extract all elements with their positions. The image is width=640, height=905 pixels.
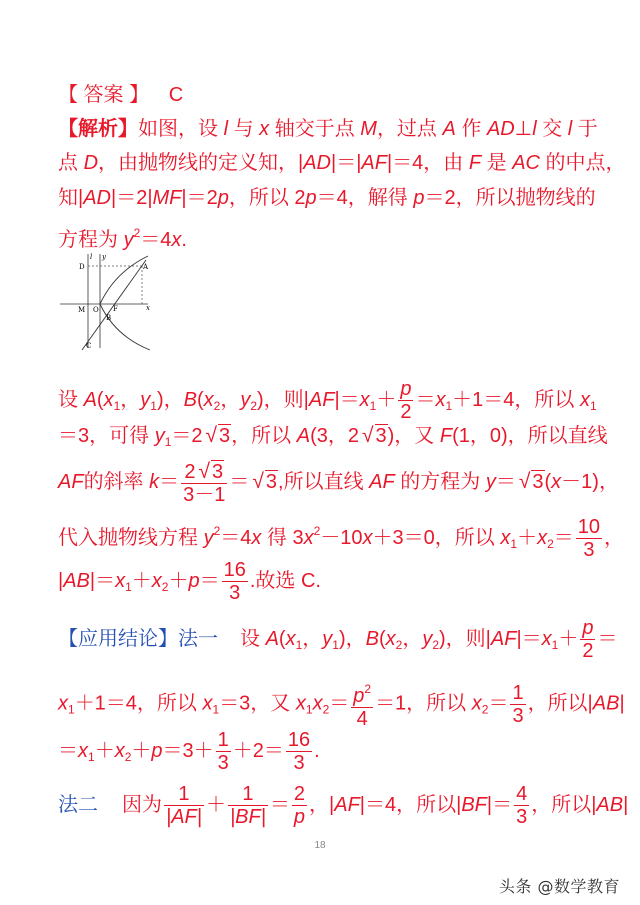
text: ＝ bbox=[58, 740, 78, 762]
denominator: 3 bbox=[583, 539, 595, 562]
subscript: 2 bbox=[432, 638, 440, 652]
text: 的斜率 bbox=[83, 471, 150, 493]
subscript: 1 bbox=[164, 435, 172, 449]
var-MF: MF bbox=[152, 187, 182, 209]
answer-label: 【 答案 】 bbox=[58, 84, 150, 106]
text: ＝ bbox=[159, 471, 180, 493]
var-AF: AF bbox=[361, 152, 387, 174]
var-k: k bbox=[149, 471, 160, 493]
text: |＝ bbox=[89, 570, 116, 592]
var-x: x bbox=[303, 527, 314, 549]
text: )， bbox=[156, 389, 184, 411]
var-AB: AB bbox=[63, 570, 90, 592]
label-B: B bbox=[106, 314, 112, 322]
var-AB: AB bbox=[592, 692, 620, 715]
sqrt-radicand: 3 bbox=[219, 425, 231, 447]
fraction-1-over-3 bbox=[510, 682, 525, 727]
text: |＝4，所以| bbox=[359, 794, 462, 816]
var-x: x bbox=[259, 118, 270, 140]
text: ＝ bbox=[269, 794, 290, 816]
fraction-16-over-3 bbox=[286, 729, 312, 774]
text: 设 bbox=[58, 389, 84, 411]
text: 交 bbox=[536, 118, 568, 140]
text: |＝| bbox=[331, 152, 362, 174]
analysis-label: 【解析】 bbox=[58, 118, 138, 140]
text: |＝2| bbox=[111, 187, 153, 209]
numerator: 1 bbox=[228, 783, 268, 806]
text: ＝3＋ bbox=[162, 740, 214, 762]
var-A: A bbox=[296, 425, 311, 447]
conclusion-line-3 bbox=[58, 728, 320, 774]
denominator: 3 bbox=[217, 752, 229, 775]
text: ，过点 bbox=[376, 118, 443, 140]
sqrt-radicand: 3 bbox=[265, 471, 278, 493]
var-x: x bbox=[312, 692, 323, 715]
text: )，又 bbox=[387, 425, 440, 447]
radical-sign: √ bbox=[205, 424, 218, 447]
var-A: A bbox=[265, 628, 279, 650]
label-M: M bbox=[78, 306, 86, 314]
var-l: l bbox=[532, 118, 537, 140]
var-D: D bbox=[83, 152, 99, 174]
text: ＝2，所以抛物线的 bbox=[424, 187, 596, 209]
subscript: 1 bbox=[212, 702, 220, 717]
text: ＝ bbox=[553, 527, 574, 549]
var-AB: AB bbox=[596, 794, 624, 816]
text: |＝2 bbox=[181, 187, 218, 209]
subscript: 1 bbox=[332, 638, 339, 652]
text: ( bbox=[544, 471, 552, 493]
text: ( bbox=[278, 628, 286, 650]
subscript: 2 bbox=[124, 750, 132, 764]
text: 方程为 bbox=[58, 229, 124, 251]
var-x: x bbox=[551, 471, 562, 493]
subscript: 1 bbox=[113, 399, 121, 413]
var-p: p bbox=[151, 740, 163, 762]
conclusion-line-1 bbox=[58, 614, 617, 662]
var-A: A bbox=[442, 118, 456, 140]
sqrt-radicand: 3 bbox=[212, 460, 224, 483]
var-AD: AD bbox=[83, 187, 111, 209]
var-p: p bbox=[353, 685, 365, 707]
subscript: 1 bbox=[68, 702, 75, 717]
superscript: 2 bbox=[133, 226, 141, 240]
fraction-16-over-3 bbox=[222, 559, 248, 604]
var-F: F bbox=[439, 425, 453, 447]
text: 的方程为 bbox=[394, 471, 486, 493]
fraction-p-over-2 bbox=[580, 617, 595, 662]
text: . bbox=[181, 229, 187, 251]
superscript: 2 bbox=[213, 524, 221, 538]
text: 的中点， bbox=[539, 152, 626, 174]
numerator: 10 bbox=[577, 516, 600, 539]
var-x: x bbox=[362, 527, 373, 549]
text: ，所以| bbox=[527, 692, 593, 715]
subscript: 2 bbox=[547, 537, 554, 551]
subscript: 1 bbox=[369, 399, 377, 413]
subscript: 2 bbox=[161, 580, 169, 594]
text: ＋ bbox=[94, 740, 115, 762]
fraction-1-over-BF bbox=[228, 783, 268, 828]
text: ＋2＝ bbox=[232, 740, 284, 762]
label-y: y bbox=[102, 253, 106, 261]
var-AF: AF bbox=[369, 471, 395, 493]
fraction-4-over-3 bbox=[514, 783, 529, 828]
text: ＝4 bbox=[220, 527, 252, 549]
text: ，| bbox=[309, 794, 335, 816]
text: 轴交于点 bbox=[269, 118, 361, 140]
var-B: B bbox=[365, 628, 379, 650]
conclusion-line-2 bbox=[58, 678, 625, 728]
text: 因为 bbox=[122, 794, 162, 816]
subscript: 2 bbox=[250, 399, 258, 413]
text: ＝ bbox=[415, 389, 436, 411]
superscript: 2 bbox=[313, 524, 321, 538]
subscript: 1 bbox=[150, 399, 157, 413]
text: ＋1＝4，所以 bbox=[452, 389, 580, 411]
subscript: 1 bbox=[445, 399, 453, 413]
text: ， bbox=[220, 389, 241, 411]
numerator: 1 bbox=[164, 783, 204, 806]
text: ＝2 bbox=[171, 425, 203, 447]
answer-value: C bbox=[168, 84, 184, 106]
text: 2 bbox=[184, 460, 196, 483]
var-x: x bbox=[202, 692, 213, 715]
var-x: x bbox=[251, 527, 262, 549]
denominator: 3 bbox=[516, 806, 528, 829]
subscript: 1 bbox=[510, 537, 518, 551]
fraction-slope bbox=[181, 460, 227, 506]
text: －10 bbox=[320, 527, 363, 549]
var-p: p bbox=[217, 187, 229, 209]
conclusion-line-4 bbox=[58, 780, 628, 828]
subscript: 2 bbox=[213, 399, 221, 413]
text: ＝ bbox=[229, 471, 250, 493]
var-x: x bbox=[115, 570, 126, 592]
fraction-p-over-2 bbox=[398, 378, 413, 423]
radical-sign: √ bbox=[518, 470, 531, 493]
text: | bbox=[58, 570, 64, 592]
label-D: D bbox=[79, 263, 85, 271]
var-AD: AD bbox=[303, 152, 332, 174]
sqrt-radicand: 3 bbox=[375, 425, 387, 447]
label-C: C bbox=[86, 342, 92, 350]
text: 知| bbox=[58, 187, 84, 209]
label-F: F bbox=[113, 305, 118, 313]
var-M: M bbox=[360, 118, 377, 140]
var-AD: AD bbox=[486, 118, 515, 140]
label-l: l bbox=[90, 253, 93, 261]
numerator: 4 bbox=[516, 783, 528, 806]
text: ＝ bbox=[495, 471, 516, 493]
var-A: A bbox=[83, 389, 97, 411]
var-y: y bbox=[140, 389, 151, 411]
text: (3，2 bbox=[310, 425, 359, 447]
conclusion-label: 【应用结论】 bbox=[58, 626, 178, 650]
text: ＋ bbox=[131, 740, 152, 762]
var-y: y bbox=[154, 425, 165, 447]
var-x: x bbox=[203, 389, 214, 411]
var-AF: AF bbox=[308, 389, 335, 411]
radical-sign: √ bbox=[361, 424, 374, 447]
denominator: 3 bbox=[512, 704, 524, 727]
denominator: 4 bbox=[356, 708, 368, 730]
fraction-p2-over-4 bbox=[351, 678, 373, 730]
var-x: x bbox=[385, 628, 396, 650]
text: ＋ bbox=[558, 628, 579, 650]
watermark: 头条 @数学教育 bbox=[498, 877, 620, 896]
text: 点 bbox=[58, 152, 84, 174]
text: ＝1，所以 bbox=[375, 692, 472, 715]
text: ， bbox=[120, 389, 141, 411]
text: ＝ bbox=[597, 628, 618, 650]
analysis-line-1 bbox=[58, 116, 598, 142]
numerator: 2 bbox=[293, 783, 306, 806]
solution-line-1 bbox=[58, 378, 597, 422]
numerator: 16 bbox=[287, 729, 311, 752]
text: 是 bbox=[481, 152, 513, 174]
var-B: B bbox=[183, 389, 197, 411]
denominator: 3 bbox=[293, 752, 305, 775]
var-y: y bbox=[422, 628, 433, 650]
var-y: y bbox=[123, 229, 134, 251]
subscript: 1 bbox=[125, 580, 132, 594]
text: ＋ bbox=[205, 794, 226, 816]
text: )，则| bbox=[257, 389, 309, 411]
numerator bbox=[181, 460, 227, 484]
text: ＋ bbox=[168, 570, 189, 592]
text: ＝4 bbox=[140, 229, 172, 251]
text: ，由抛物线的定义知，| bbox=[98, 152, 304, 174]
text: ＝ bbox=[329, 692, 350, 715]
var-x: x bbox=[114, 740, 125, 762]
var-x: x bbox=[58, 692, 68, 715]
text: ，所以 bbox=[231, 425, 297, 447]
text: ＝3，可得 bbox=[58, 425, 155, 447]
numerator: 16 bbox=[223, 559, 246, 582]
text: ,所以直线 bbox=[278, 471, 370, 493]
denominator: p bbox=[293, 806, 306, 829]
var-y: y bbox=[203, 527, 214, 549]
var-p: p bbox=[413, 187, 425, 209]
solution-line-4 bbox=[58, 508, 624, 562]
answer-line bbox=[58, 82, 183, 108]
text: 与 bbox=[228, 118, 260, 140]
subscript: 2 bbox=[395, 638, 403, 652]
solution-line-3 bbox=[58, 458, 619, 506]
var-AF: AF bbox=[58, 471, 84, 493]
text: | bbox=[623, 794, 629, 816]
text: 得 3 bbox=[261, 527, 304, 549]
method2-label: 法二 bbox=[58, 792, 98, 816]
var-x: x bbox=[171, 229, 182, 251]
text: ＋1＝4，所以 bbox=[74, 692, 203, 715]
text: | bbox=[619, 692, 625, 715]
denominator: |AF| bbox=[166, 806, 202, 829]
text: ( bbox=[378, 628, 386, 650]
var-x: x bbox=[151, 570, 162, 592]
subscript: 2 bbox=[481, 702, 489, 717]
text: ＝3，又 bbox=[219, 692, 296, 715]
subscript: 1 bbox=[88, 750, 95, 764]
numerator: 1 bbox=[512, 681, 524, 704]
var-x: x bbox=[359, 389, 370, 411]
text: ( bbox=[196, 389, 204, 411]
label-A: A bbox=[143, 263, 149, 271]
method1-label: 法一 bbox=[178, 626, 218, 650]
perp-symbol: ⊥ bbox=[514, 118, 533, 140]
var-p: p bbox=[188, 570, 200, 592]
radical-sign: √ bbox=[198, 459, 211, 483]
denominator: 2 bbox=[400, 401, 412, 424]
text: . bbox=[314, 740, 320, 762]
var-x: x bbox=[295, 692, 306, 715]
superscript: 2 bbox=[364, 682, 372, 696]
var-x: x bbox=[500, 527, 511, 549]
fraction-1-over-AF bbox=[164, 783, 204, 828]
subscript: 1 bbox=[295, 638, 303, 652]
var-x: x bbox=[471, 692, 482, 715]
text: |＝ bbox=[516, 628, 542, 650]
solution-line-5 bbox=[58, 558, 321, 604]
var-x: x bbox=[541, 628, 552, 650]
analysis-line-3 bbox=[58, 185, 596, 211]
label-x: x bbox=[146, 304, 150, 312]
text: |＝ bbox=[486, 794, 513, 816]
var-x: x bbox=[435, 389, 446, 411]
subscript: 1 bbox=[589, 399, 597, 413]
text: (1，0)，所以直线 bbox=[452, 425, 608, 447]
text: 作 bbox=[455, 118, 487, 140]
numerator: 1 bbox=[217, 729, 229, 752]
var-F: F bbox=[468, 152, 482, 174]
text: )， bbox=[338, 628, 366, 650]
var-l: l bbox=[223, 118, 229, 140]
fraction-10-over-3 bbox=[576, 516, 602, 561]
var-BF: BF bbox=[461, 794, 487, 816]
denominator: |BF| bbox=[229, 806, 266, 829]
var-y: y bbox=[485, 471, 496, 493]
text: 于 bbox=[572, 118, 598, 140]
text: －1)， bbox=[561, 471, 619, 493]
label-O: O bbox=[93, 306, 99, 314]
text: ＋3＝0，所以 bbox=[372, 527, 501, 549]
sqrt-radicand: 3 bbox=[532, 471, 544, 493]
analysis-line-2 bbox=[58, 150, 626, 176]
var-AF: AF bbox=[490, 628, 517, 650]
denominator: 3 bbox=[229, 582, 241, 605]
fraction-1-over-3 bbox=[216, 729, 231, 774]
text: ＋ bbox=[517, 527, 538, 549]
text: )，则| bbox=[439, 628, 491, 650]
subscript: 1 bbox=[551, 638, 559, 652]
analysis-line-4 bbox=[58, 220, 187, 253]
numerator bbox=[351, 678, 373, 708]
text: .故选 C. bbox=[249, 570, 321, 592]
subscript: 1 bbox=[305, 702, 313, 717]
text: 代入抛物线方程 bbox=[58, 527, 204, 549]
subscript: 2 bbox=[322, 702, 330, 717]
numerator: p bbox=[400, 378, 412, 401]
solution-line-2 bbox=[58, 423, 608, 455]
text: |＝4，由 bbox=[386, 152, 469, 174]
text: 如图，设 bbox=[138, 118, 224, 140]
denominator: 2 bbox=[582, 640, 594, 663]
var-y: y bbox=[240, 389, 251, 411]
text: ＋ bbox=[131, 570, 152, 592]
text: ＝ bbox=[199, 570, 220, 592]
fraction-2-over-p bbox=[292, 783, 307, 828]
parabola-figure bbox=[60, 252, 156, 352]
var-x: x bbox=[78, 740, 88, 762]
var-y: y bbox=[322, 628, 333, 650]
var-AF: AF bbox=[334, 794, 360, 816]
text: ， bbox=[402, 628, 423, 650]
text: ，所以| bbox=[531, 794, 597, 816]
text: |＝ bbox=[334, 389, 360, 411]
var-x: x bbox=[537, 527, 548, 549]
denominator: 3－1 bbox=[183, 483, 226, 506]
text: ，所以 2 bbox=[228, 187, 306, 209]
numerator: p bbox=[582, 617, 594, 640]
var-x: x bbox=[285, 628, 296, 650]
var-AC: AC bbox=[512, 152, 540, 174]
text: ( bbox=[96, 389, 104, 411]
text: ， bbox=[604, 527, 624, 549]
var-x: x bbox=[103, 389, 114, 411]
text: ＝ bbox=[488, 692, 509, 715]
var-x: x bbox=[579, 389, 590, 411]
var-l: l bbox=[567, 118, 573, 140]
text: ， bbox=[302, 628, 323, 650]
page-number: 18 bbox=[314, 840, 326, 851]
text: ＝4，解得 bbox=[316, 187, 414, 209]
text: 设 bbox=[240, 628, 266, 650]
var-p: p bbox=[305, 187, 317, 209]
radical-sign: √ bbox=[252, 470, 264, 493]
text: ＋ bbox=[376, 389, 397, 411]
